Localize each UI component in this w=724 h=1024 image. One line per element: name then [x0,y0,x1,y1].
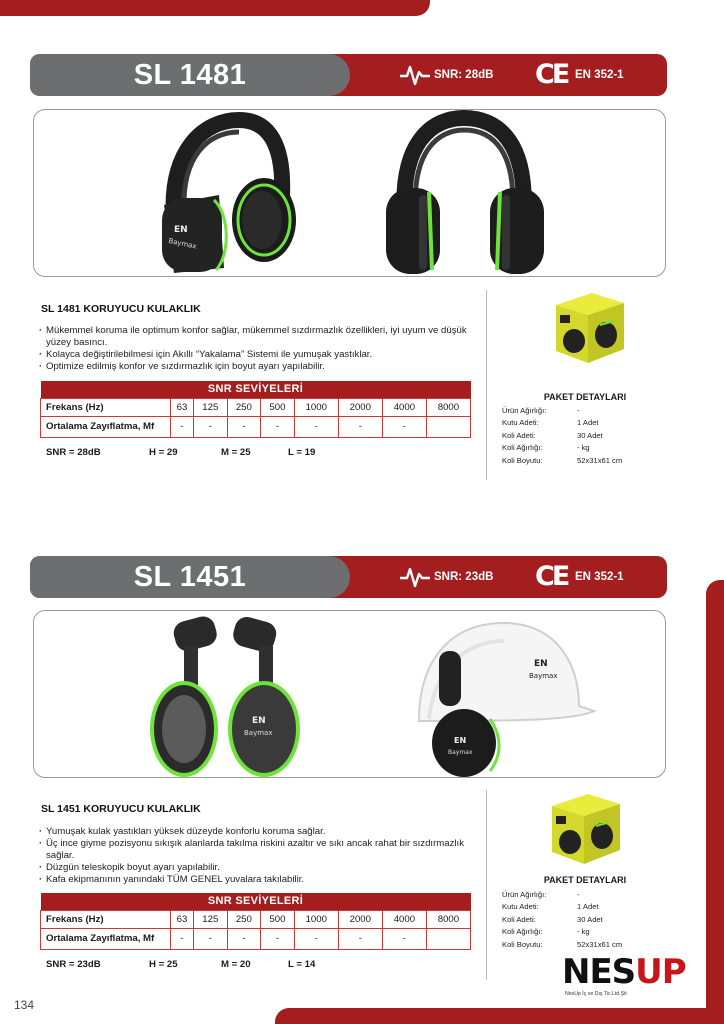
snr-table [40,893,471,950]
feature-item: · Yumuşak kulak yastıkları yüksek düzeyde konforlu koruma sağlar. [38,826,478,838]
attenuation-cell: - [338,416,382,437]
svg-text:Baymax: Baymax [529,672,558,680]
package-key: Koli Ağırlığı: [502,927,543,937]
feature-list [38,325,478,373]
attenuation-cell: - [171,416,194,437]
product-header [30,54,667,96]
attenuation-cell: - [171,928,194,949]
package-key: Koli Boyutu: [502,939,543,949]
package-value: 52x31x61 cm [577,455,623,465]
svg-text:EN: EN [534,659,548,669]
freq-cell: 1000 [294,910,338,928]
freq-cell: 1000 [294,398,338,416]
package-value: 52x31x61 cm [577,939,623,949]
package-title: PAKET DETAYLARI [543,875,627,885]
svg-text:EN: EN [454,736,467,745]
logo-main: NES [562,952,636,992]
freq-cell: 2000 [338,398,382,416]
attenuation-label: Ortalama Zayıflatma, Mf [41,416,171,437]
snr-badge: SNR: 28dB [434,69,494,81]
freq-cell: 63 [171,910,194,928]
attenuation-cell [426,416,470,437]
attenuation-cell: - [382,416,426,437]
attenuation-cell: - [261,416,295,437]
package-key: Kutu Adeti: [502,902,539,912]
freq-cell: 8000 [426,910,470,928]
package-box-image [548,788,624,866]
freq-cell: 500 [261,910,295,928]
attenuation-cell: - [382,928,426,949]
freq-label: Frekans (Hz) [41,398,171,416]
standard-label: EN 352-1 [575,69,624,81]
package-value: 1 Adet [577,902,599,912]
freq-cell: 250 [227,910,261,928]
feature-item: · Mükemmel koruma ile optimum konfor sağlar, mükemmel sızdırmazlık özellikleri, iyi uyum ve düşük yüzey basıncı. [38,325,478,349]
ce-mark: CE [535,59,568,90]
h-value: H = 29 [149,447,178,458]
feature-item: · Optimize edilmiş konfor ve sızdırmazlık için boyut ayarı yapılabilir. [38,361,478,373]
attenuation-cell: - [338,928,382,949]
package-value: 30 Adet [577,914,603,924]
attenuation-cell: - [227,928,261,949]
pulse-icon [400,565,430,589]
freq-cell: 500 [261,398,295,416]
product-title: SL 1451 KORUYUCU KULAKLIK [41,803,201,815]
attenuation-cell: - [227,416,261,437]
l-value: L = 14 [288,959,316,970]
freq-cell: 4000 [382,910,426,928]
feature-item: · Üç ince giyme pozisyonu sıkışık alanlarda takılma riskini azaltır ve sıkı ancak rahat bir sızdırmazlık sağlar. [38,838,478,862]
svg-text:EN: EN [252,716,266,726]
ce-mark: CE [535,561,568,592]
product-photo [33,109,666,277]
freq-cell: 4000 [382,398,426,416]
svg-text:EN: EN [174,225,188,235]
snr-badge: SNR: 23dB [434,571,494,583]
svg-text:Baymax: Baymax [448,749,473,756]
package-value: 1 Adet [577,418,599,428]
standard-label: EN 352-1 [575,571,624,583]
product-header [30,556,667,598]
m-value: M = 20 [221,959,251,970]
snr-table-caption: SNR SEVİYELERİ [41,893,471,910]
snr-table-caption: SNR SEVİYELERİ [41,381,471,398]
pulse-icon [400,63,430,87]
feature-item: · Kolayca değiştirilebilmesi için Akıllı “Yakalama” Sistemi ile yumuşak yastıklar. [38,349,478,361]
feature-item: · Kafa ekipmanının yanındaki TÜM GENEL yuvalara takılabilir. [38,874,478,886]
feature-item: · Düzgün teleskopik boyut ayarı yapılabilir. [38,862,478,874]
package-value: 30 Adet [577,430,603,440]
l-value: L = 19 [288,447,316,458]
h-value: H = 25 [149,959,178,970]
snr-value: SNR = 28dB [46,447,101,458]
package-title: PAKET DETAYLARI [543,392,627,402]
package-value: - [577,406,580,415]
company-logo [562,952,686,992]
freq-cell: 63 [171,398,194,416]
package-value: - kg [577,443,590,453]
feature-list [38,826,478,886]
freq-label: Frekans (Hz) [41,910,171,928]
package-box-image [552,287,628,365]
package-value: - [577,890,580,899]
product-title: SL 1481 KORUYUCU KULAKLIK [41,303,201,315]
package-key: Koli Boyutu: [502,455,543,465]
attenuation-cell: - [294,416,338,437]
package-key: Ürün Ağırlığı: [502,406,547,415]
logo-accent: UP [635,952,686,992]
attenuation-cell [426,928,470,949]
attenuation-cell: - [261,928,295,949]
snr-table [40,381,471,438]
snr-value: SNR = 23dB [46,959,101,970]
divider [486,290,487,480]
model-title: SL 1451 [133,561,247,593]
package-key: Kutu Adeti: [502,418,539,428]
package-value: - kg [577,927,590,937]
freq-cell: 8000 [426,398,470,416]
divider [486,790,487,980]
attenuation-cell: - [194,416,228,437]
freq-cell: 250 [227,398,261,416]
product-photo [33,610,666,778]
right-red-bar [706,580,724,1024]
earmuff-image [34,611,667,779]
freq-cell: 2000 [338,910,382,928]
package-key: Koli Ağırlığı: [502,443,543,453]
package-key: Koli Adeti: [502,914,536,924]
model-title: SL 1481 [133,59,247,91]
page-number: 134 [14,998,35,1012]
attenuation-cell: - [294,928,338,949]
attenuation-label: Ortalama Zayıflatma, Mf [41,928,171,949]
package-key: Koli Adeti: [502,430,536,440]
bottom-red-bar [275,1008,724,1024]
attenuation-cell: - [194,928,228,949]
freq-cell: 125 [194,910,228,928]
company-name: NesUp İç ve Dış Tic.Ltd.Şti [565,991,627,997]
svg-text:Baymax: Baymax [167,236,198,251]
earmuff-image [34,110,667,278]
svg-text:Baymax: Baymax [244,729,273,737]
m-value: M = 25 [221,447,251,458]
freq-cell: 125 [194,398,228,416]
top-red-bar [0,0,430,16]
package-key: Ürün Ağırlığı: [502,890,547,899]
